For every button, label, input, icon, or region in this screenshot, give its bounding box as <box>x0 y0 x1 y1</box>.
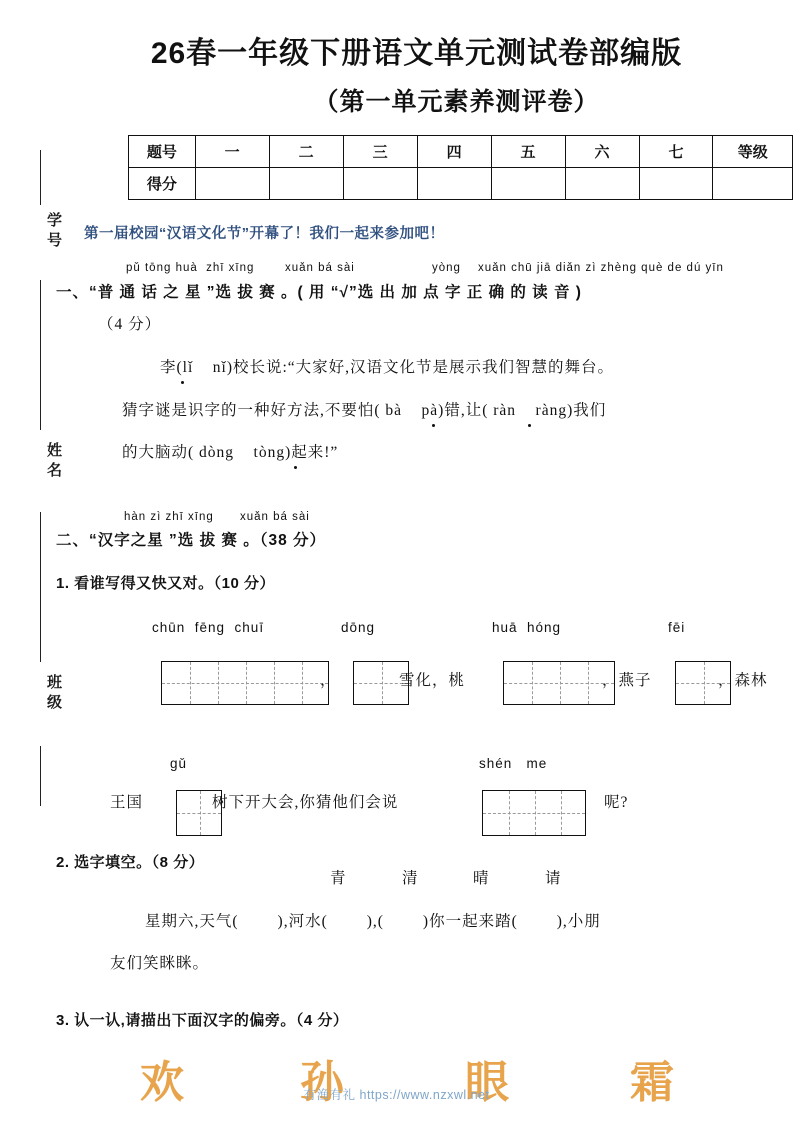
score-cell-1[interactable] <box>195 168 269 200</box>
side-label-column <box>18 150 66 970</box>
section1-line-2: 猜字谜是识字的一种好方法,不要怕( bà pà)错,让( ràn ràng)我们 <box>122 402 607 419</box>
score-table-col-1: 一 <box>195 136 269 168</box>
q1-pinyin-group-2: dōng <box>341 620 376 635</box>
q1-text-after-3: ，燕子 <box>602 672 652 689</box>
page-title-block <box>0 28 793 118</box>
score-cell-grade[interactable] <box>713 168 793 200</box>
q1-row2-pinyin-2: shén me <box>479 756 548 771</box>
score-table-row-label-1: 题号 <box>129 136 196 168</box>
trace-char-3[interactable]: 眼 <box>465 1058 509 1107</box>
section1-pinyin-2: xuǎn bá sài <box>285 262 355 274</box>
emphasis-dot <box>181 381 184 384</box>
emphasis-dot <box>294 466 297 469</box>
q2-choice-3: 晴 <box>473 870 490 887</box>
question-2-label: 2. 选字填空。（8 分） <box>56 854 205 871</box>
watermark: 有渔有礼 https://www.nzxwl.net <box>303 1088 490 1102</box>
page-subtitle: （第一单元素养测评卷） <box>313 88 600 116</box>
score-cell-4[interactable] <box>417 168 491 200</box>
q2-line-1: 星期六,天气( ),河水( ),( )你一起来踏( ),小朋 <box>145 913 601 930</box>
question-3-label: 3. 认一认,请描出下面汉字的偏旁。（4 分） <box>56 1012 349 1029</box>
question-1-label: 1. 看谁写得又快又对。（10 分） <box>56 575 276 592</box>
q1-text-after-4: ，森林 <box>718 672 768 689</box>
q1-pinyin-group-3: huā hóng <box>492 620 562 635</box>
page-title: 26春一年级下册语文单元测试卷部编版 <box>150 37 683 70</box>
score-cell-6[interactable] <box>565 168 639 200</box>
table-row <box>129 136 793 168</box>
side-label-class: 班级 <box>45 674 62 714</box>
q1-pinyin-group-4: fēi <box>668 620 686 635</box>
q1-row2-text-2: 树下开大会,你猜他们会说 <box>212 794 399 811</box>
q2-line-2: 友们笑眯眯。 <box>110 955 210 972</box>
score-cell-5[interactable] <box>491 168 565 200</box>
q1-text-after-1: ， <box>320 672 337 689</box>
trace-char-4[interactable]: 霜 <box>630 1058 674 1107</box>
section1-pinyin-3: yòng <box>432 262 461 274</box>
q1-row2-text-1: 王国 <box>110 794 144 811</box>
writing-grid-2cells[interactable] <box>482 790 586 836</box>
section1-pinyin-4: xuǎn chū jiā diǎn zì zhèng què de dú yīn <box>478 262 724 274</box>
trace-char-1[interactable]: 欢 <box>140 1058 184 1107</box>
side-label-student-id: 学号 <box>45 212 62 252</box>
divider-line-bottom <box>40 746 41 806</box>
q2-choice-2: 清 <box>402 870 419 887</box>
q2-choice-4: 请 <box>545 870 562 887</box>
score-cell-3[interactable] <box>343 168 417 200</box>
score-cell-7[interactable] <box>639 168 713 200</box>
intro-banner: 第一届校园“汉语文化节”开幕了！我们一起来参加吧！ <box>84 226 445 242</box>
section1-line-1: 李(lǐ nǐ)校长说:“大家好,汉语文化节是展示我们智慧的舞台。 <box>160 359 615 376</box>
section1-score: （4 分） <box>98 316 162 333</box>
score-table-col-grade: 等级 <box>713 136 793 168</box>
q1-pinyin-group-1: chūn fēng chuī <box>152 620 265 635</box>
emphasis-dot <box>528 424 531 427</box>
section1-line-3: 的大脑动( dòng tòng)起来!” <box>122 444 339 461</box>
side-label-name: 姓名 <box>45 442 62 482</box>
score-table-row-label-2: 得分 <box>129 168 196 200</box>
divider-line-top <box>40 150 41 205</box>
divider-line-1 <box>40 280 41 430</box>
score-table-col-5: 五 <box>491 136 565 168</box>
writing-grid-2cells[interactable] <box>503 661 615 705</box>
section2-pinyin-2: xuǎn bá sài <box>240 511 310 523</box>
section1-heading: 一、“普 通 话 之 星 ”选 拔 赛 。( 用 “√”选 出 加 点 字 正 确 的 读 音 ) <box>56 284 582 301</box>
score-cell-2[interactable] <box>269 168 343 200</box>
score-table-col-2: 二 <box>269 136 343 168</box>
q1-text-after-2: 雪化，桃 <box>399 672 466 689</box>
q1-row2-text-3: 呢? <box>604 794 629 811</box>
section2-pinyin-1: hàn zì zhī xīng <box>124 511 214 523</box>
divider-line-2 <box>40 512 41 662</box>
q2-choice-1: 青 <box>330 870 347 887</box>
trace-char-2[interactable]: 孙 <box>300 1058 344 1107</box>
score-table-col-3: 三 <box>343 136 417 168</box>
section2-heading: 二、“汉字之星 ”选 拔 赛 。（38 分） <box>56 532 327 549</box>
q1-row2-pinyin-1: gǔ <box>170 756 188 771</box>
table-row <box>129 168 793 200</box>
score-table-col-6: 六 <box>565 136 639 168</box>
section1-pinyin-1: pǔ tōng huà zhī xīng <box>126 262 255 274</box>
score-table-col-4: 四 <box>417 136 491 168</box>
score-table-col-7: 七 <box>639 136 713 168</box>
emphasis-dot <box>432 424 435 427</box>
writing-grid-3cells[interactable] <box>161 661 329 705</box>
score-table <box>128 135 793 200</box>
